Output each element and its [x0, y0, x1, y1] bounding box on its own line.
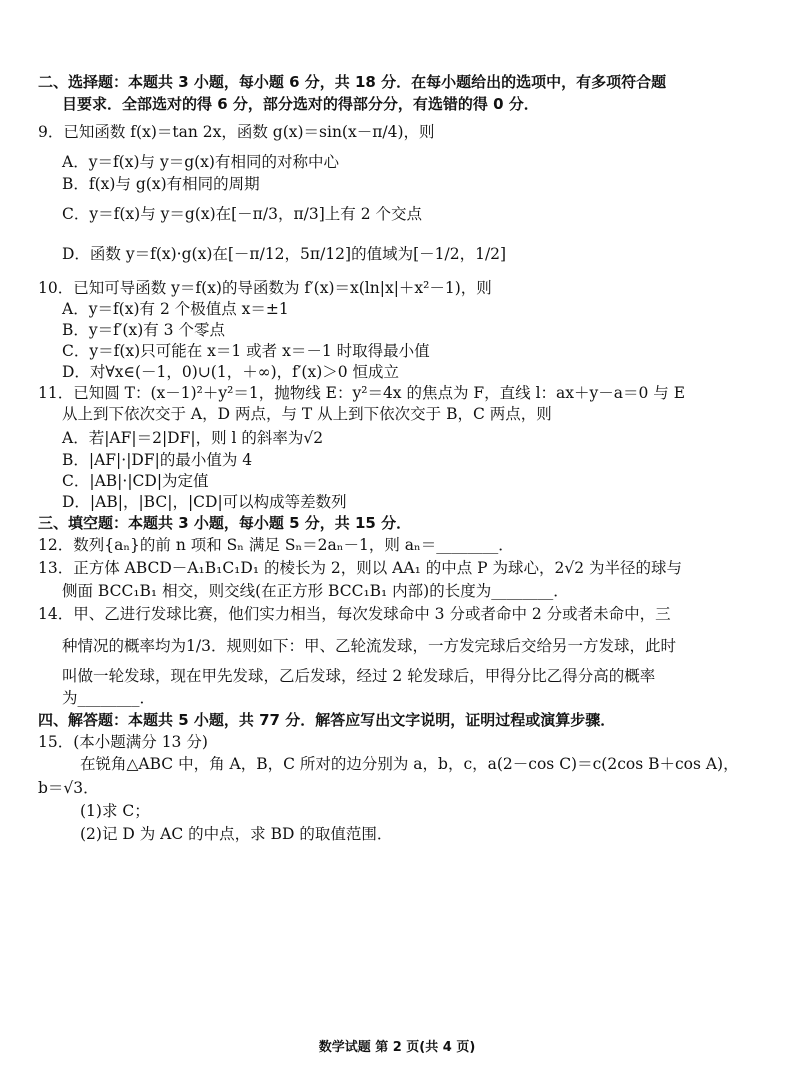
q11-option-a: A．若|AF|＝2|DF|，则 l 的斜率为√2: [62, 429, 324, 447]
page-footer: 数学试题 第 2 页(共 4 页): [318, 1040, 476, 1055]
q11-stem-line2: 从上到下依次交于 A，D 两点，与 T 从上到下依次交于 B，C 两点，则: [62, 405, 552, 423]
q10-stem: 10．已知可导函数 y＝f(x)的导函数为 f′(x)＝x(ln|x|＋x²－1)，则: [38, 279, 492, 297]
q10-option-d: D．对∀x∈(－1，0)∪(1，＋∞)，f′(x)＞0 恒成立: [62, 363, 400, 381]
q12-text: 12．数列{aₙ}的前 n 项和 Sₙ 满足 Sₙ＝2aₙ－1，则 aₙ＝________．: [38, 536, 514, 554]
q13-line1: 13．正方体 ABCD－A₁B₁C₁D₁ 的棱长为 2，则以 AA₁ 的中点 P 为球心，2√2 为半径的球与: [38, 559, 683, 577]
q15-line1: 在锐角△ABC 中，角 A，B，C 所对的边分别为 a，b，c，a(2－cos C)＝c(2cos B＋cos A)，: [80, 755, 739, 773]
section2-heading-line2: 目要求．全部选对的得 6 分，部分选对的得部分分，有选错的得 0 分．: [62, 95, 539, 113]
q9-option-d: D．函数 y＝f(x)·g(x)在[－π/12，5π/12]的值域为[－1/2，1/2]: [62, 245, 507, 263]
q10-option-b: B．y＝f′(x)有 3 个零点: [62, 321, 225, 339]
q11-stem-line1: 11．已知圆 T：(x－1)²＋y²＝1，抛物线 E：y²＝4x 的焦点为 F，直线 l：ax＋y－a＝0 与 E: [38, 384, 686, 402]
q9-stem: 9．已知函数 f(x)＝tan 2x，函数 g(x)＝sin(x－π/4)，则: [38, 123, 435, 141]
q9-option-c: C．y＝f(x)与 y＝g(x)在[－π/3，π/3]上有 2 个交点: [62, 205, 422, 223]
q11-option-b: B．|AF|·|DF|的最小值为 4: [62, 451, 253, 469]
q9-option-b: B．f(x)与 g(x)有相同的周期: [62, 175, 260, 193]
q10-option-c: C．y＝f(x)只可能在 x＝1 或者 x＝－1 时取得最小值: [62, 342, 430, 360]
q10-option-a: A．y＝f(x)有 2 个极值点 x＝±1: [62, 300, 289, 318]
q11-option-c: C．|AB|·|CD|为定值: [62, 472, 209, 490]
q15-header: 15．(本小题满分 13 分): [38, 733, 208, 751]
q14-line3: 叫做一轮发球，现在甲先发球，乙后发球，经过 2 轮发球后，甲得分比乙得分高的概率: [62, 667, 656, 685]
q15-line2: b＝√3．: [38, 779, 99, 797]
q15-part1: (1)求 C；: [80, 802, 150, 820]
section4-heading: 四、解答题：本题共 5 小题，共 77 分．解答应写出文字说明，证明过程或演算步骤．: [38, 711, 616, 729]
q11-option-d: D．|AB|，|BC|，|CD|可以构成等差数列: [62, 493, 347, 511]
q14-line4: 为________．: [62, 689, 156, 707]
q9-option-a: A．y＝f(x)与 y＝g(x)有相同的对称中心: [62, 153, 339, 171]
section3-heading: 三、填空题：本题共 3 小题，每小题 5 分，共 15 分．: [38, 514, 412, 532]
q14-line2: 种情况的概率均为1/3．规则如下：甲、乙轮流发球，一方发完球后交给另一方发球，此时: [62, 637, 676, 655]
q14-line1: 14．甲、乙进行发球比赛，他们实力相当，每次发球命中 3 分或者命中 2 分或者未命中，三: [38, 605, 671, 623]
section2-heading-line1: 二、选择题：本题共 3 小题，每小题 6 分，共 18 分．在每小题给出的选项中，有多项符合题: [38, 73, 667, 91]
q13-line2: 侧面 BCC₁B₁ 相交，则交线(在正方形 BCC₁B₁ 内部)的长度为________．: [62, 582, 569, 600]
q15-part2: (2)记 D 为 AC 的中点，求 BD 的取值范围．: [80, 825, 393, 843]
